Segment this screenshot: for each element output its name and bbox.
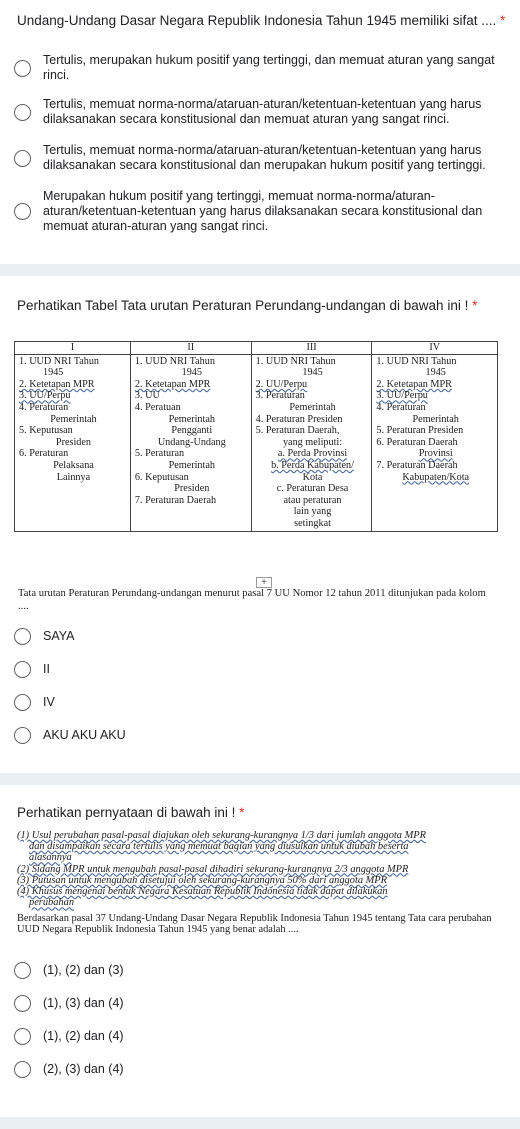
column-2-cell — [130, 354, 251, 531]
radio-icon[interactable] — [14, 628, 31, 645]
option-label: (2), (3) dan (4) — [43, 1062, 124, 1076]
col2-line — [135, 379, 249, 391]
col4-line — [376, 448, 495, 460]
q2-option-2[interactable] — [14, 661, 504, 678]
col1-line — [19, 379, 128, 391]
section-divider — [0, 1117, 520, 1129]
option-label: IV — [43, 695, 55, 709]
col2-line: Presiden — [174, 483, 210, 495]
radio-icon[interactable] — [14, 995, 31, 1012]
col2-line: 1945 — [181, 367, 202, 379]
col3-line — [256, 448, 370, 460]
question-3-title — [17, 804, 517, 822]
question-2-text: Perhatikan Tabel Tata urutan Peraturan Perundang-undangan di bawah ini ! — [17, 298, 469, 313]
q2-option-1[interactable] — [14, 628, 504, 645]
col4-line — [376, 379, 495, 391]
col2-line: Undang-Undang — [157, 436, 226, 448]
required-asterisk: * — [239, 805, 245, 820]
col4-line: 6. Peraturan Daerah — [376, 436, 458, 448]
col3-line — [256, 460, 370, 472]
option-label: (1), (3) dan (4) — [43, 996, 124, 1010]
column-header-1: I — [15, 342, 131, 355]
required-asterisk: * — [500, 13, 506, 28]
q3-option-4[interactable] — [14, 1061, 504, 1078]
q2-option-4[interactable] — [14, 727, 504, 744]
option-label: II — [43, 662, 50, 676]
col2-line: 5. Peraturan — [134, 448, 185, 460]
col4-line: 5. Peraturan Presiden — [376, 425, 464, 437]
option-label: Tertulis, memuat norma-norma/ataruan-aturan/ketentuan-ketentuan yang harus dilaksanakan secara konstitusional dan memuat aturan yang sangat rinci. — [43, 97, 482, 126]
col3-line: setingkat — [294, 517, 331, 529]
q1-option-3[interactable] — [14, 143, 504, 173]
option-label: Tertulis, memuat norma-norma/ataruan-aturan/ketentuan-ketentuan yang harus dilaksanakan secara konstitusional dan merupakan hukum positif yang tertinggi. — [43, 143, 486, 172]
option-label: Tertulis, merupakan hukum positif yang tertinggi, dan memuat aturan yang sangat rinci. — [43, 53, 495, 82]
table-caption: Tata urutan Peraturan Perundang-undangan menurut pasal 7 UU Nomor 12 tahun 2011 ditunjukan pada kolom .... — [18, 588, 486, 612]
statement-line: (2) Sidang MPR untuk mengubah pasal-pasal dihadiri sekurang-kurangnya 2/3 anggota MPR — [17, 863, 409, 875]
col2-line: Pengganti — [171, 425, 213, 437]
column-header-3: III — [251, 342, 372, 355]
col2-line: 4. Peratuan — [134, 401, 181, 413]
col1-underlined: 3. UU/Perpu — [19, 390, 71, 402]
col1-line: 1. UUD NRI Tahun — [19, 355, 100, 367]
q3-option-2[interactable] — [14, 995, 504, 1012]
col4-line — [376, 390, 495, 402]
col1-line: Lainnya — [56, 471, 91, 483]
radio-icon[interactable] — [14, 1061, 31, 1078]
col4-line — [376, 472, 495, 484]
col3-line: atau peraturan — [283, 494, 342, 506]
col3-line: lain yang — [293, 506, 332, 518]
col1-line: 6. Peraturan — [19, 448, 69, 460]
radio-icon[interactable] — [14, 694, 31, 711]
statement-line: perubahan — [29, 897, 75, 909]
col3-line: c. Peraturan Desa — [276, 483, 349, 495]
col4-line: Pemerintah — [412, 413, 459, 425]
option-label: (1), (2) dan (4) — [43, 1029, 124, 1043]
radio-icon[interactable] — [14, 203, 31, 220]
col3-line: 3. Peraturan — [255, 390, 305, 402]
col4-line: 7. Peraturan Daerah — [376, 459, 458, 471]
q3-option-1[interactable] — [14, 962, 504, 979]
col2-underlined: 2. Ketetapan MPR — [134, 378, 211, 390]
col3-underlined: a. Perda Provinsi — [277, 448, 348, 460]
col3-underlined: b. Perda Kabupaten/ — [271, 459, 354, 471]
required-asterisk: * — [472, 298, 478, 313]
col3-line: 4. Peraturan Presiden — [255, 413, 343, 425]
col3-line: Kota — [302, 471, 323, 483]
column-1-cell — [15, 354, 131, 531]
option-label: (1), (2) dan (3) — [43, 963, 124, 977]
radio-icon[interactable] — [14, 727, 31, 744]
col3-line: Pemerintah — [289, 401, 336, 413]
col1-line: 4. Peraturan — [19, 401, 69, 413]
section-divider — [0, 773, 520, 785]
statement-line: (3) Putusan untuk mengubah disetujui oleh sekurang-kurangnya 50% dari anggota MPR — [17, 874, 387, 886]
statement-line: (1) Usul perubahan pasal-pasal diajukan oleh sekurang-kurangnya 1/3 dari jumlah anggota MPR — [17, 830, 426, 841]
col3-line — [256, 379, 370, 391]
radio-icon[interactable] — [14, 150, 31, 167]
col3-line: 1945 — [302, 367, 323, 379]
question-1-title — [17, 12, 517, 30]
col2-line: Pemerintah — [168, 459, 215, 471]
q1-option-1[interactable] — [14, 53, 504, 83]
add-row-button[interactable]: + — [256, 577, 272, 588]
q1-option-4[interactable] — [14, 189, 504, 234]
col2-line: 6. Keputusan — [134, 471, 189, 483]
col3-underlined: 2. UU/Perpu — [255, 378, 308, 390]
col1-line: 5. Keputusan — [19, 425, 73, 437]
col2-line: 3. UU — [134, 390, 160, 402]
radio-icon[interactable] — [14, 104, 31, 121]
col1-line: Pelaksana — [53, 459, 94, 471]
option-label: AKU AKU AKU — [43, 728, 126, 742]
q3-option-3[interactable] — [14, 1028, 504, 1045]
col1-line: Pemerintah — [50, 413, 97, 425]
option-label: SAYA — [43, 629, 75, 643]
radio-icon[interactable] — [14, 60, 31, 77]
column-header-2: II — [130, 342, 251, 355]
radio-icon[interactable] — [14, 962, 31, 979]
col2-line: Pemerintah — [168, 413, 215, 425]
col1-line: 1945 — [43, 367, 64, 379]
q1-option-2[interactable] — [14, 97, 504, 127]
radio-icon[interactable] — [14, 1028, 31, 1045]
col4-line: 1. UUD NRI Tahun — [376, 355, 457, 367]
col4-underlined: 2. Ketetapan MPR — [376, 378, 452, 390]
question-3-stem: Berdasarkan pasal 37 Undang-Undang Dasar Negara Republik Indonesia Tahun 1945 tentang Tata cara perubahan UUD Negara Republik Indonesia Tahun 1945 yang benar adalah .... — [17, 913, 492, 936]
col2-line: 1. UUD NRI Tahun — [134, 355, 215, 367]
statement-line: (4) Khusus mengenai bentuk Negara Kesatuan Republik Indonesia tidak dapat dilakukan — [17, 886, 388, 898]
question-2-title — [17, 297, 517, 315]
col4-underlined: Kabupaten/Kota — [402, 471, 470, 483]
column-header-4: IV — [372, 342, 498, 355]
section-divider — [0, 264, 520, 276]
col4-line: 1945 — [425, 367, 446, 379]
option-label: Merupakan hukum positif yang tertinggi, memuat norma-norma/aturan-aturan/ketentuan-ketentuan yang harus dilaksanakan secara konstitusional dan memuat aturan-aturan yang sangat rinci. — [43, 189, 483, 233]
col3-line: 1. UUD NRI Tahun — [255, 355, 336, 367]
col4-underlined: Provinsi — [418, 448, 453, 460]
col3-line: yang meliputi: — [282, 436, 343, 448]
column-4-cell — [372, 354, 498, 531]
statement-line: dan disampaikan secara tertulis yang memuat bagian yang diusulkan untuk diubah beserta — [29, 841, 409, 853]
statement-list — [17, 830, 507, 908]
col3-line: 5. Peraturan Daerah, — [255, 425, 340, 437]
col4-line: 4. Peraturan — [376, 401, 426, 413]
col1-line — [19, 390, 128, 402]
statement-line: alasannya — [29, 852, 72, 864]
col1-line: Presiden — [55, 436, 91, 448]
col2-line: 7. Peraturan Daerah — [134, 494, 217, 506]
legislation-hierarchy-table — [14, 341, 498, 532]
q2-option-3[interactable] — [14, 694, 504, 711]
col4-underlined: 3. UU/Perpu — [376, 390, 428, 402]
question-1-text: Undang-Undang Dasar Negara Republik Indonesia Tahun 1945 memiliki sifat .... — [17, 13, 497, 28]
column-3-cell — [251, 354, 372, 531]
col1-underlined: 2. Ketetapan MPR — [19, 378, 95, 390]
radio-icon[interactable] — [14, 661, 31, 678]
question-3-text: Perhatikan pernyataan di bawah ini ! — [17, 805, 236, 820]
